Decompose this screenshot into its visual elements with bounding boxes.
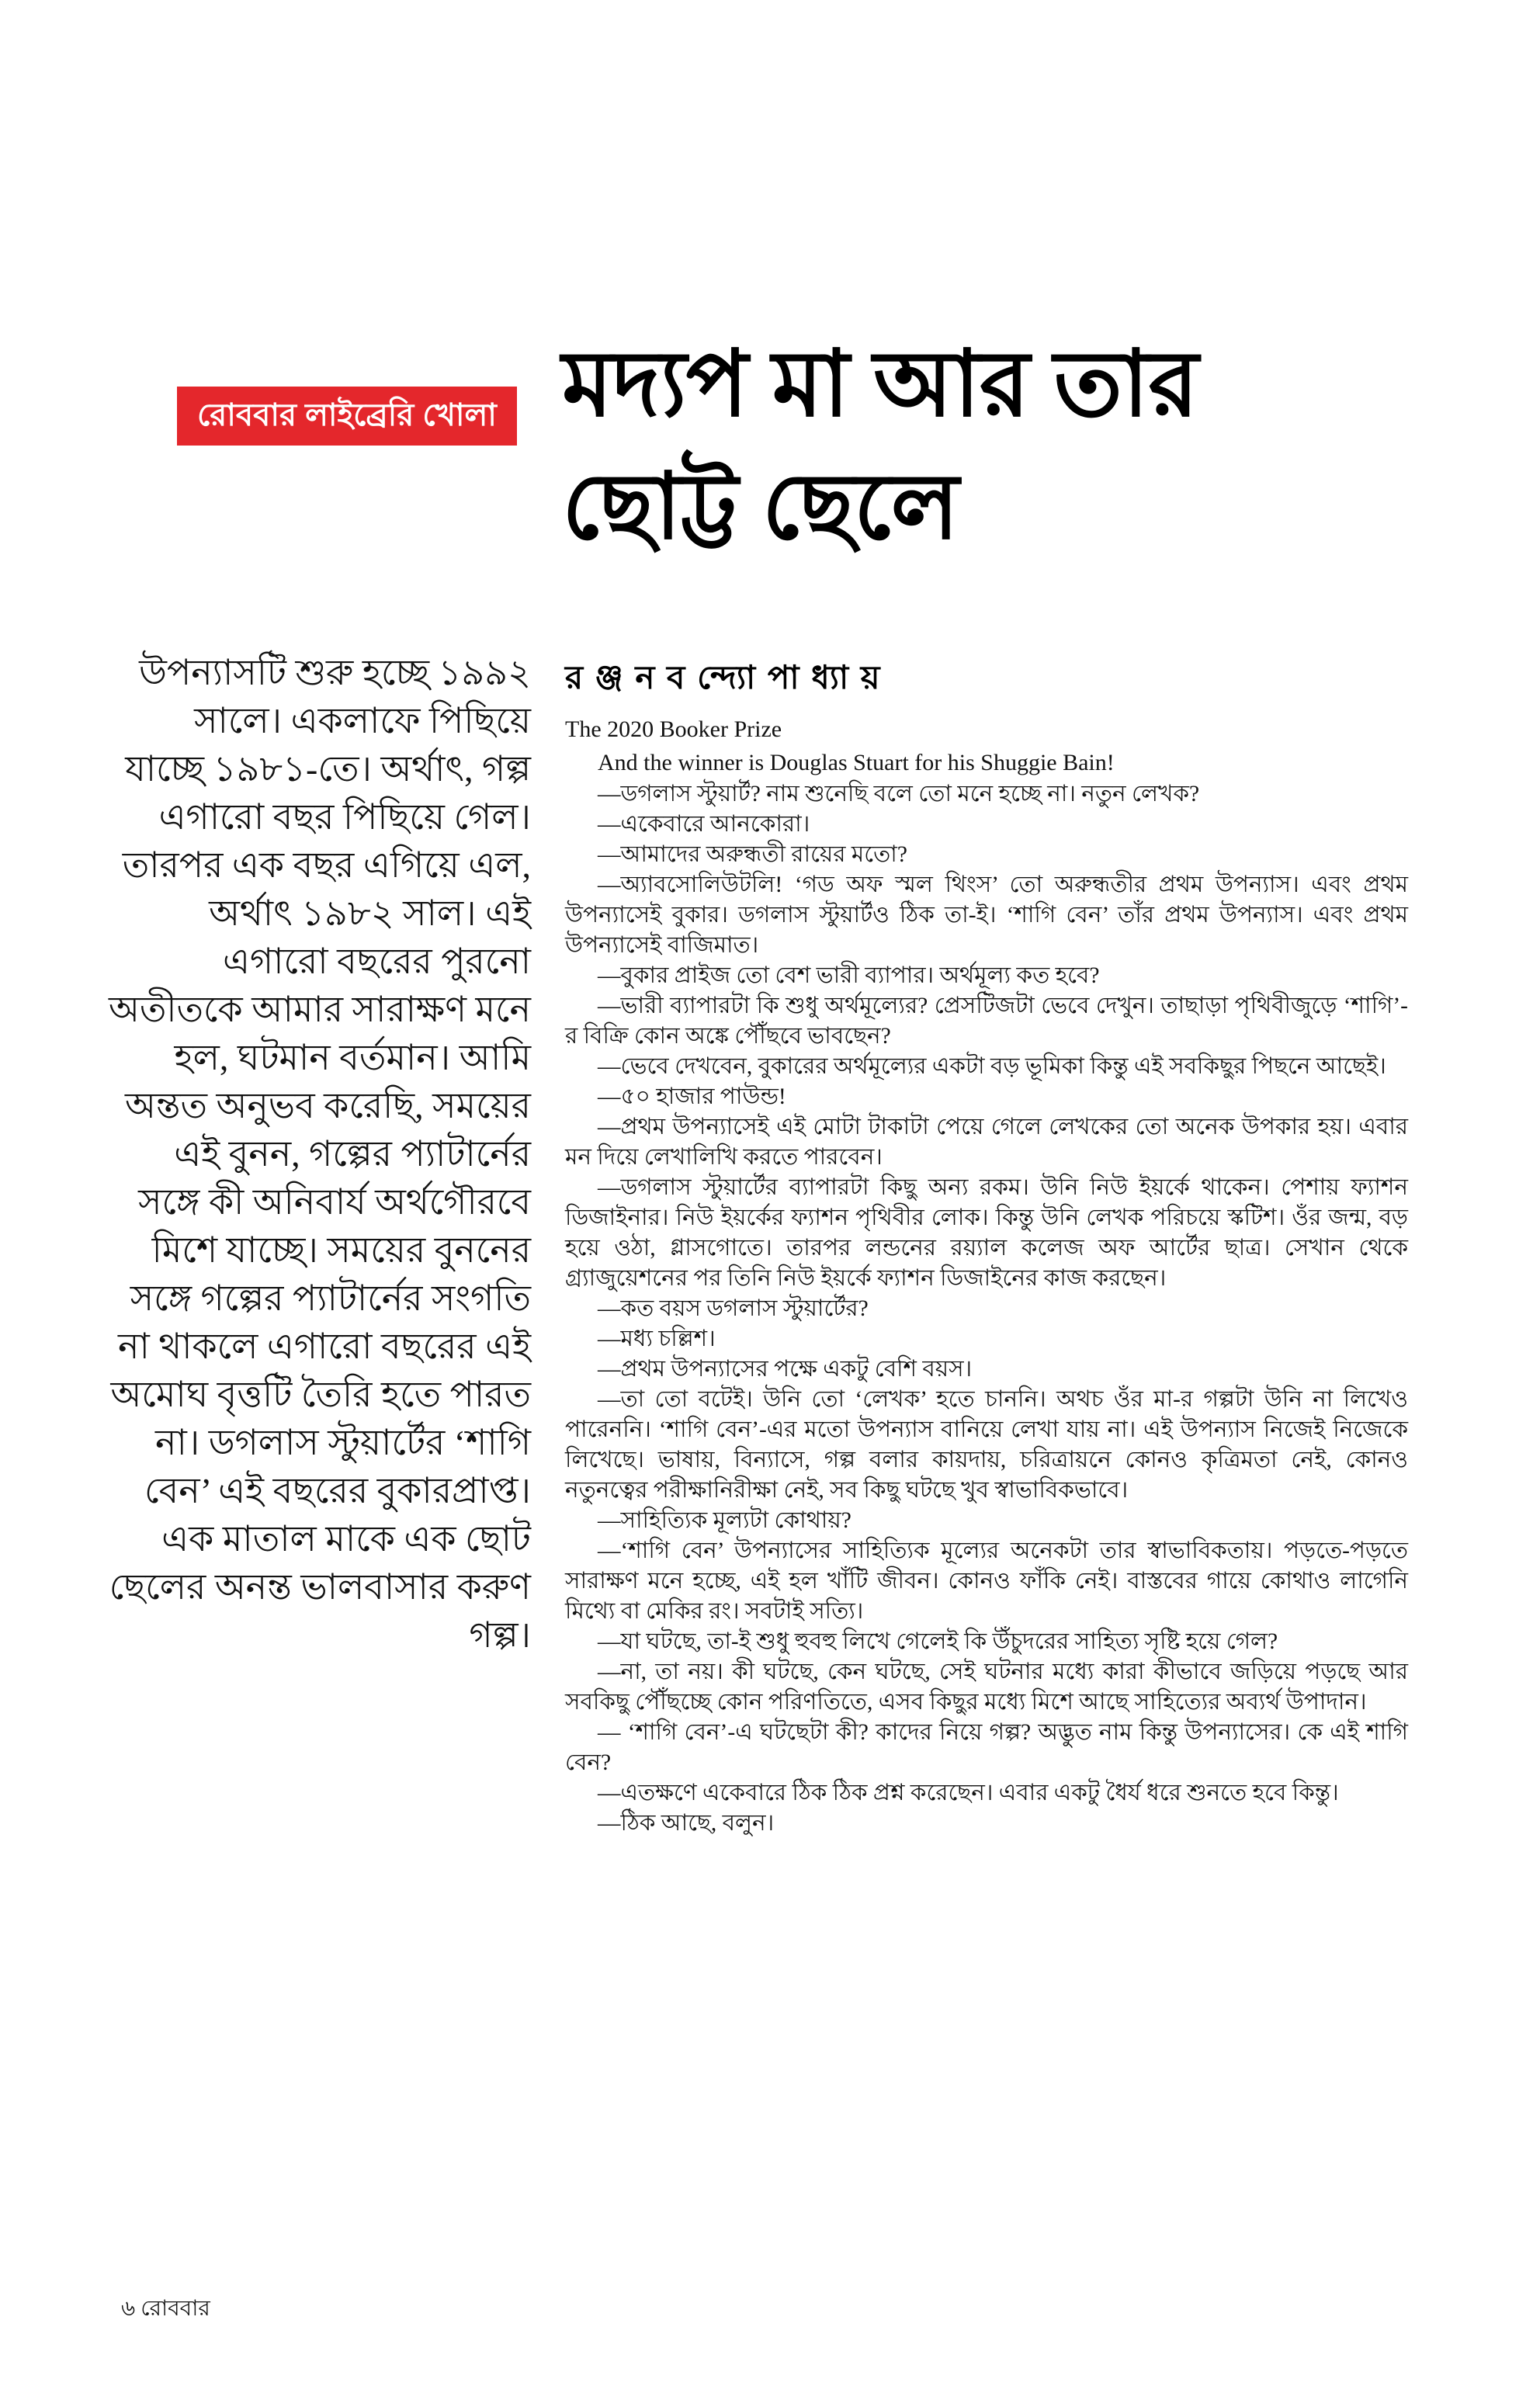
article-body <box>565 779 1408 1839</box>
winner-announcement-line: And the winner is Douglas Stuart for his Shuggie Bain! <box>598 750 1115 775</box>
article-paragraph: —প্রথম উপন্যাসেই এই মোটা টাকাটা পেয়ে গেলে লেখকের তো অনেক উপকার হয়। এবার মন দিয়ে লেখালিখি করতে পারবেন। <box>565 1115 1408 1170</box>
article-paragraph: —অ্যাবসোলিউটলি! ‘গড অফ স্মল থিংস’ তো অরুন্ধতীর প্রথম উপন্যাস। এবং প্রথম উপন্যাসেই বুকার। ডগলাস স্টুয়ার্টও ঠিক তা-ই। ‘শাগি বেন’ তাঁর প্রথম উপন্যাস। এবং প্রথম উপন্যাসেই বাজিমাত। <box>565 872 1408 958</box>
article-paragraph: —বুকার প্রাইজ তো বেশ ভারী ব্যাপার। অর্থমূল্য কত হবে? <box>598 963 1100 988</box>
article-paragraph: —সাহিত্যিক মূল্যটা কোথায়? <box>598 1508 852 1533</box>
kicker-label: রোববার লাইব্রেরি খোলা <box>197 398 497 432</box>
headline-line2: ছোট্ট ছেলে <box>562 456 959 558</box>
article-paragraph: —যা ঘটছে, তা-ই শুধু হুবহু লিখে গেলেই কি উঁচুদরের সাহিত্য সৃষ্টি হয়ে গেল? <box>598 1629 1278 1654</box>
headline-line1: মদ্যপ মা আর তার <box>562 333 1198 435</box>
standfirst: উপন্যাসটি শুরু হচ্ছে ১৯৯২ সালে। একলাফে পিছিয়ে যাচ্ছে ১৯৮১-তে। অর্থাৎ, গল্প এগারো বছর পিছিয়ে গেল। তারপর এক বছর এগিয়ে এল, অর্থাৎ ১৯৮২ সাল। এই এগারো বছরের পুরনো অতীতকে আমার সারাক্ষণ মনে হল, ঘটমান বর্তমান। আমি অন্তত অনুভব করেছি, সময়ের এই বুনন, গল্পের প্যাটার্নের সঙ্গে কী অনিবার্য অর্থগৌরবে মিশে যাচ্ছে। সময়ের বুননের সঙ্গে গল্পের প্যাটার্নের সংগতি না থাকলে এগারো বছরের এই অমোঘ বৃত্তটি তৈরি হতে পারত না। ডগলাস স্টুয়ার্টের ‘শাগি বেন’ এই বছরের বুকারপ্রাপ্ত। এক মাতাল মাকে এক ছোট ছেলের অনন্ত ভালবাসার করুণ গল্প। <box>109 653 531 1655</box>
page-footer: ৬ রোববার <box>121 2297 210 2321</box>
article-paragraph: —এতক্ষণে একেবারে ঠিক ঠিক প্রশ্ন করেছেন। এবার একটু ধৈর্য ধরে শুনতে হবে কিন্তু। <box>598 1781 1339 1805</box>
byline-author: র ঞ্জ ন ব ন্দ্যো পা ধ্যা য় <box>565 659 882 695</box>
headline <box>562 323 1198 568</box>
article-paragraph: — ‘শাগি বেন’-এ ঘটছেটা কী? কাদের নিয়ে গল্প? অদ্ভুত নাম কিন্তু উপন্যাসের। কে এই শাগি বেন? <box>565 1720 1408 1775</box>
article-paragraph: —ভারী ব্যাপারটা কি শুধু অর্থমূল্যের? প্রেসটিজটা ভেবে দেখুন। তাছাড়া পৃথিবীজুড়ে ‘শাগি’-র বিক্রি কোন অঙ্কে পৌঁছবে ভাবছেন? <box>565 994 1408 1049</box>
article-paragraph: —ডগলাস স্টুয়ার্ট? নাম শুনেছি বলে তো মনে হচ্ছে না। নতুন লেখক? <box>598 782 1200 806</box>
article-paragraph: —আমাদের অরুন্ধতী রায়ের মতো? <box>598 842 907 867</box>
article-paragraph: —ডগলাস স্টুয়ার্টের ব্যাপারটা কিছু অন্য রকম। উনি নিউ ইয়র্কে থাকেন। পেশায় ফ্যাশন ডিজাইনার। নিউ ইয়র্কের ফ্যাশন পৃথিবীর লোক। কিন্তু উনি লেখক পরিচয়ে স্কটিশ। ওঁর জন্ম, বড় হয়ে ওঠা, গ্লাসগোতে। তারপর লন্ডনের রয়্যাল কলেজ অফ আর্টের ছাত্র। সেখান থেকে গ্র্যাজুয়েশনের পর তিনি নিউ ইয়র্কে ফ্যাশন ডিজাইনের কাজ করছেন। <box>565 1175 1408 1291</box>
article-paragraph: —তা তো বটেই। উনি তো ‘লেখক’ হতে চাননি। অথচ ওঁর মা-র গল্পটা উনি না লিখেও পারেননি। ‘শাগি বেন’-এর মতো উপন্যাস বানিয়ে লেখা যায় না। এই উপন্যাস নিজেই নিজেকে লিখেছে। ভাষায়, বিন্যাসে, গল্প বলার কায়দায়, চরিত্রায়নে কোনও কৃত্রিমতা নেই, কোনও নতুনত্বের পরীক্ষানিরীক্ষা নেই, সব কিছু ঘটছে খুব স্বাভাবিকভাবে। <box>565 1387 1408 1503</box>
article-paragraph: —প্রথম উপন্যাসের পক্ষে একটু বেশি বয়স। <box>598 1357 973 1382</box>
article-paragraph: —ভেবে দেখবেন, বুকারের অর্থমূল্যের একটা বড় ভূমিকা কিন্তু এই সবকিছুর পিছনে আছেই। <box>598 1054 1386 1079</box>
article-paragraph: —না, তা নয়। কী ঘটছে, কেন ঘটছে, সেই ঘটনার মধ্যে কারা কীভাবে জড়িয়ে পড়ছে আর সবকিছু পৌঁছচ্ছে কোন পরিণতিতে, এসব কিছুর মধ্যে মিশে আছে সাহিত্যের অব্যর্থ উপাদান। <box>565 1659 1408 1715</box>
article-paragraph: —‘শাগি বেন’ উপন্যাসের সাহিত্যিক মূল্যের অনেকটা তার স্বাভাবিকতায়। পড়তে-পড়তে সারাক্ষণ মনে হচ্ছে, এই হল খাঁটি জীবন। কোনও ফাঁকি নেই। বাস্তবের গায়ে কোথাও লাগেনি মিথ্যে বা মেকির রং। সবটাই সত্যি। <box>565 1538 1408 1624</box>
article-paragraph: —মধ্য চল্লিশ। <box>598 1327 716 1351</box>
kicker-badge <box>177 387 517 446</box>
article-paragraph: —৫০ হাজার পাউন্ড! <box>598 1084 786 1109</box>
article-paragraph: —ঠিক আছে, বলুন। <box>598 1811 775 1836</box>
article-paragraph: —কত বয়স ডগলাস স্টুয়ার্টের? <box>598 1296 869 1321</box>
article-paragraph: —একেবারে আনকোরা। <box>598 812 810 837</box>
english-credit <box>565 713 1408 779</box>
booker-prize-line: The 2020 Booker Prize <box>565 716 782 742</box>
